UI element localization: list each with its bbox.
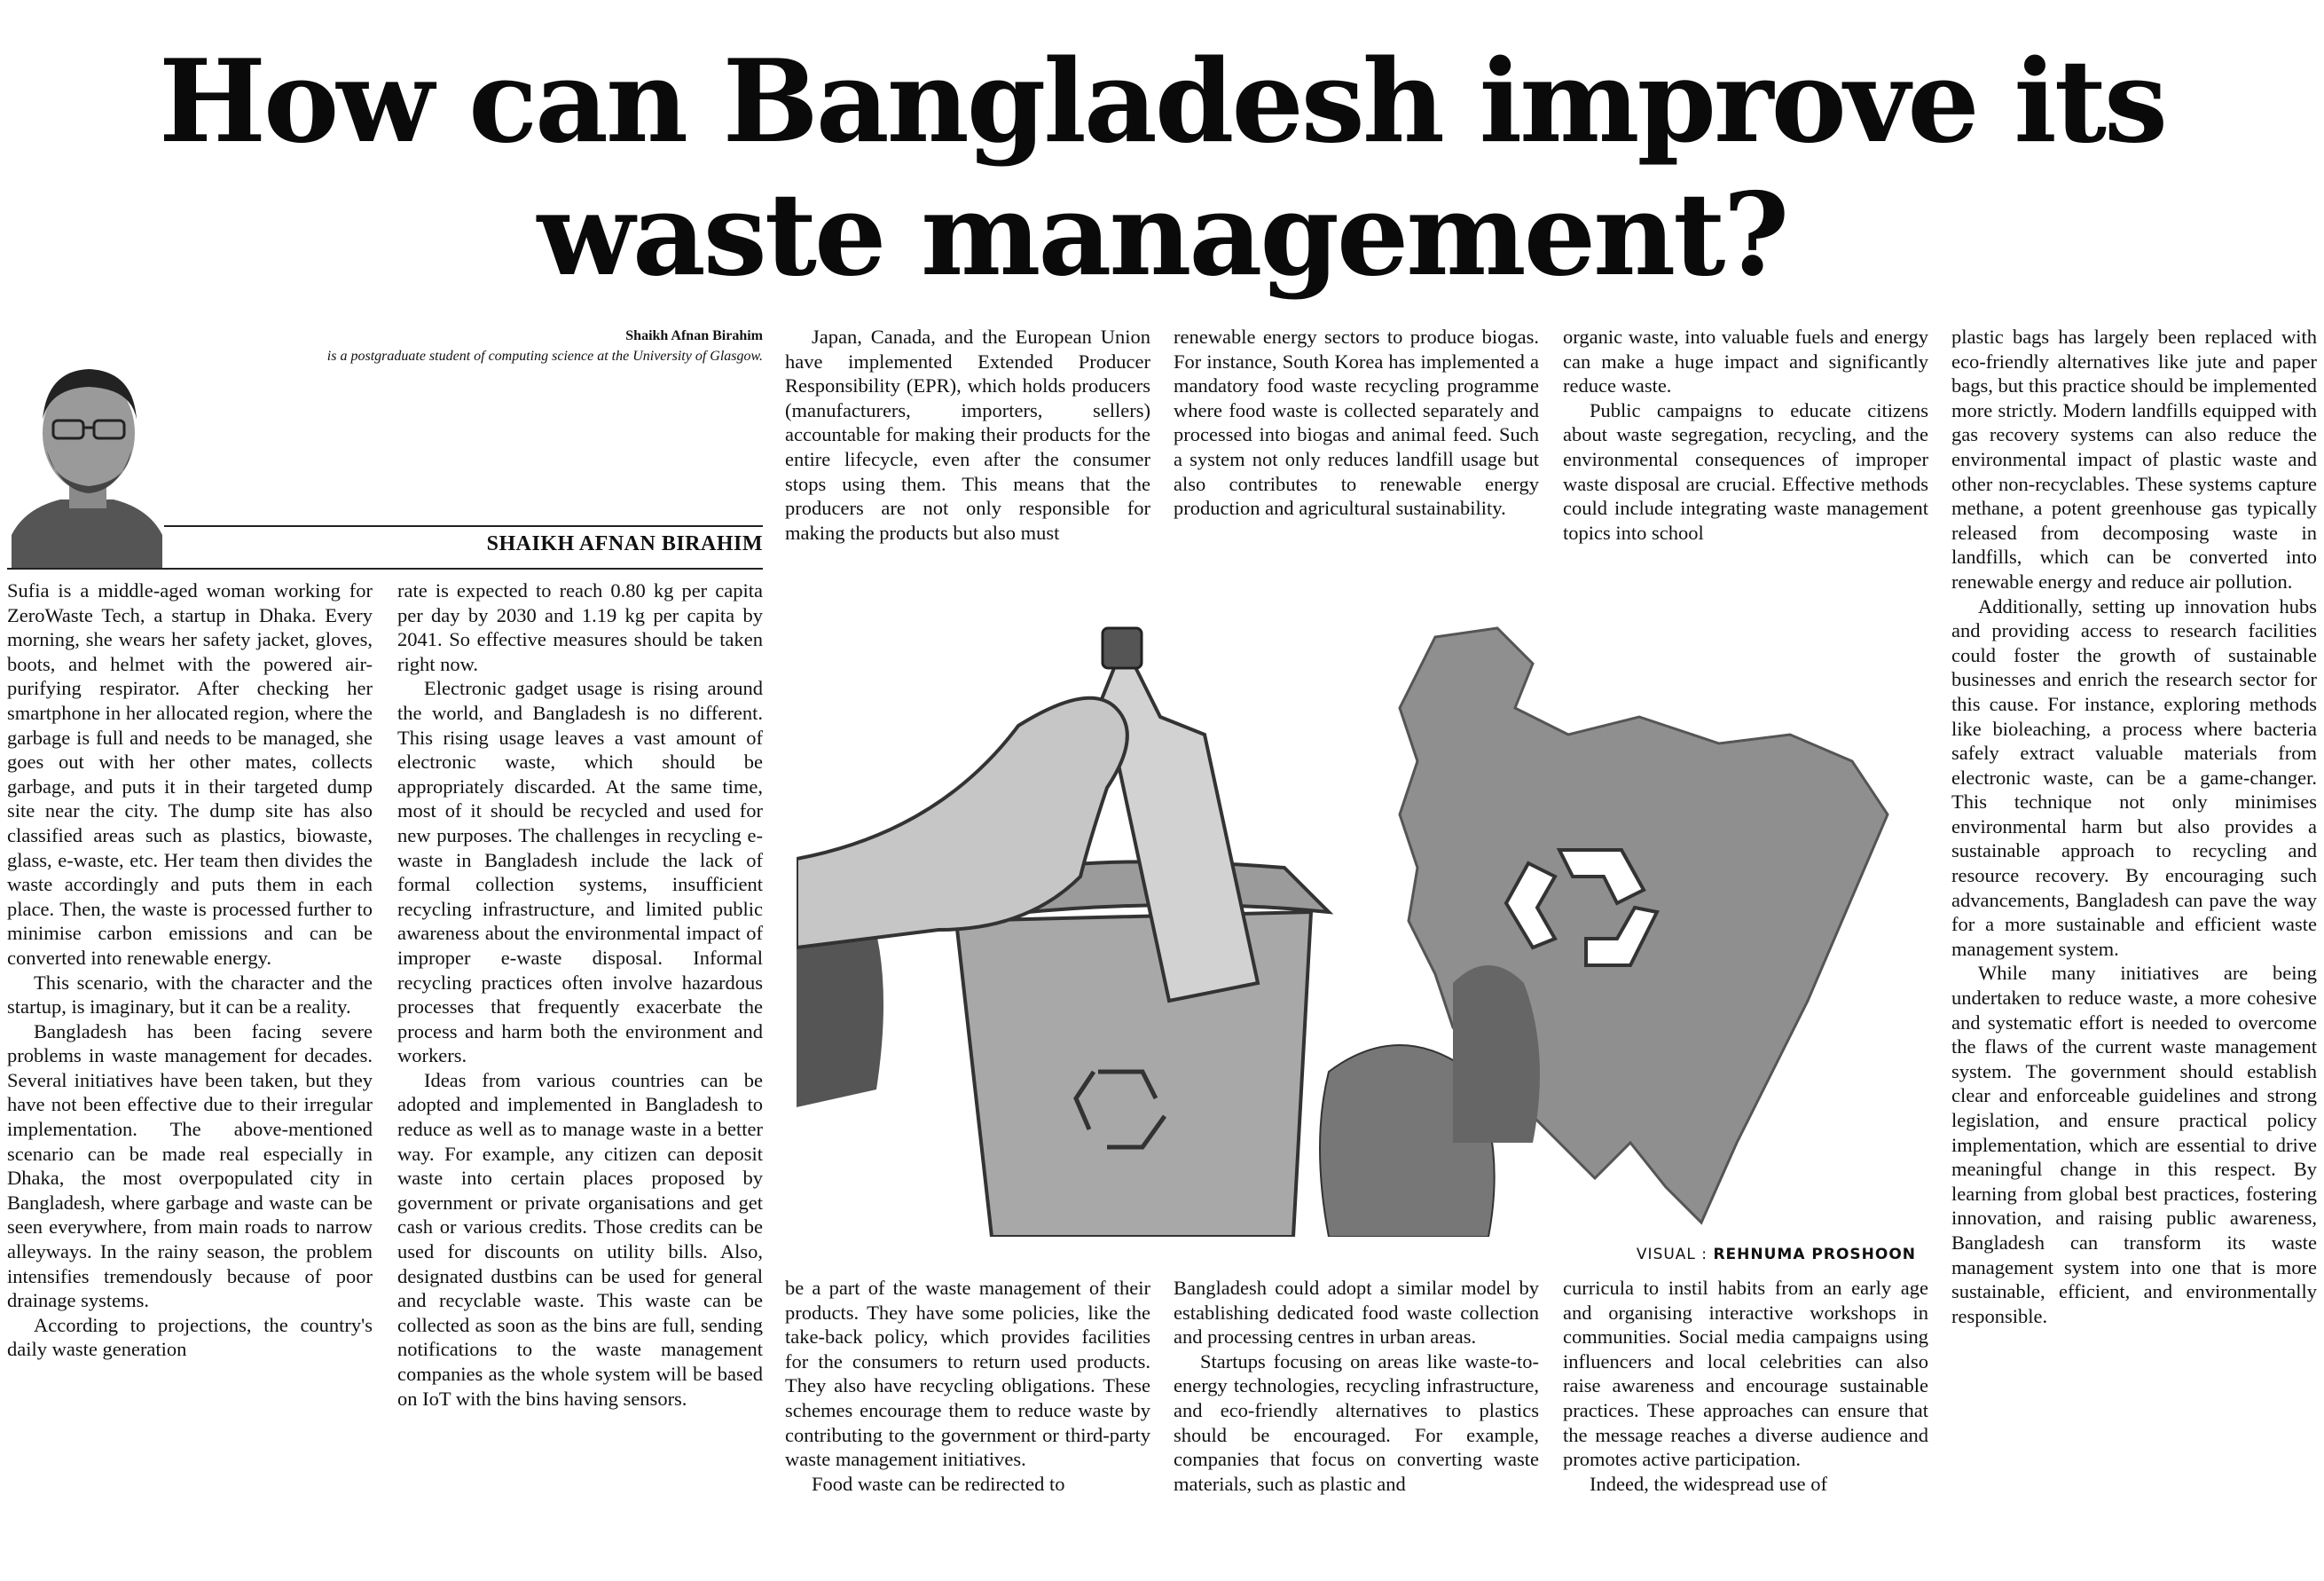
author-divider	[7, 568, 763, 570]
paragraph: Public campaigns to educate citizens about waste segregation, recycling, and the environmental consequences of improper waste disposal are crucial. Effective methods could include integrating waste management topics into school	[1563, 398, 1928, 544]
paragraph: While many initiatives are being undertaken to reduce waste, a more cohesive and systematic effort is needed to overcome the flaws of the current waste management system. The government should establish clear and enforceable guidelines and strong legislation, and ensure practical policy implementation, which are essential to drive meaningful change in this respect. By learning from global best practices, fostering innovation, and raising public awareness, Bangladesh can transform its waste management system into one that is more sustainable, efficient, and environmentally responsible.	[1951, 962, 2317, 1327]
column-6	[1951, 325, 2317, 1328]
author-rule	[164, 525, 763, 527]
paragraph: This scenario, with the character and the startup, is imaginary, but it can be a reality.	[7, 971, 373, 1019]
column-1	[7, 578, 373, 1362]
credit-label: VISUAL :	[1636, 1246, 1714, 1263]
paragraph: curricula to instil habits from an early age and organising interactive workshops in communities. Social media campaigns using influencers and local celebrities can also raise awareness and encourage sustainable practices. These approaches can ensure that the message reaches a diverse audience and promotes active participation.	[1563, 1277, 1928, 1471]
illustration-credit	[1597, 1246, 1916, 1263]
bottle-cap	[1103, 628, 1142, 668]
paragraph: renewable energy sectors to produce biogas. For instance, South Korea has implemented a mandatory food waste recycling programme where food waste is collected separately and processed into biogas and animal feed. Such a system not only reduces landfill usage but also contributes to renewable energy production and agricultural sustainability.	[1174, 326, 1539, 520]
paragraph: plastic bags has largely been replaced with eco-friendly alternatives like jute and paper bags, but this practice should be implemented more strictly. Modern landfills equipped with gas recovery systems can also reduce the environmental impact of plastic waste and other non-recyclables. These systems capture methane, a potent greenhouse gas typically released from decomposing waste in landfills, which can be converted into renewable energy and reduce air pollution.	[1951, 326, 2317, 593]
paragraph: rate is expected to reach 0.80 kg per capita per day by 2030 and 1.19 kg per capita by 2041. So effective measures should be taken right now.	[397, 579, 763, 675]
paragraph: Sufia is a middle-aged woman working for ZeroWaste Tech, a startup in Dhaka. Every morning, she wears her safety jacket, gloves, boots, and helmet with the powered air-purifying respirator. After checking her smartphone in her allocated region, where the garbage is full and needs to be managed, she goes out with her other mates, collects garbage, and puts it in their targeted dump site near the city. The dump site has also classified areas such as plastics, biowaste, glass, e-waste, etc. Her team then divides the waste accordingly and puts them in each place. Then, the waste is processed further to minimise carbon emissions and can be converted into renewable energy.	[7, 579, 373, 969]
byline-description: is a postgraduate student of computing science at the University of Glasgow.	[326, 349, 763, 364]
garbage-bag	[1453, 965, 1540, 1143]
illustration	[797, 610, 1920, 1237]
paragraph: Indeed, the widespread use of	[1590, 1472, 1828, 1495]
paragraph: Bangladesh has been facing severe problems in waste management for decades. Several initiatives have been taken, but they have not been effective due to their irregular implementation. The above-mentioned scenario can be made real especially in Dhaka, the most overpopulated city in Bangladesh, where garbage and waste can be seen everywhere, from main roads to narrow alleyways. In the rainy season, the problem intensifies tremendously because of poor drainage systems.	[7, 1019, 373, 1312]
bin-body	[956, 912, 1311, 1237]
paragraph: Additionally, setting up innovation hubs and providing access to research facilities could foster the growth of sustainable businesses and enrich the research sector for this cause. For instance, exploring methods like bioleaching, a process where bacteria safely extract valuable materials from electronic waste, can be a game-changer. This technique not only minimises environmental harm but also provides a sustainable approach to recycling and resource recovery. By encouraging such advancements, Bangladesh can pave the way for a more sustainable and efficient waste management system.	[1951, 594, 2317, 960]
paragraph: According to projections, the country's daily waste generation	[7, 1313, 373, 1361]
column-3-top	[785, 325, 1150, 545]
credit-name: REHNUMA PROSHOON	[1713, 1246, 1916, 1263]
headline-line-1: How can Bangladesh improve its	[159, 35, 2165, 169]
paragraph: Electronic gadget usage is rising around the world, and Bangladesh is no different. This rising usage leaves a vast amount of electronic waste, which should be appropriately discarded. At the same time, most of it should be recycled and used for new purposes. The challenges in recycling e-waste in Bangladesh include the lack of formal collection systems, insufficient recycling infrastructure, and limited public awareness about the environmental impact of improper e-waste disposal. Informal recycling practices often involve hazardous processes that frequently exacerbate the process and harm both the environment and workers.	[397, 677, 763, 1067]
paragraph: organic waste, into valuable fuels and energy can make a huge impact and significantly reduce waste.	[1563, 326, 1928, 397]
headline	[0, 35, 2324, 302]
paragraph: Japan, Canada, and the European Union have implemented Extended Producer Responsibility (EPR), which holds producers (manufacturers, importers, sellers) accountable for making their products for the entire lifecycle, even after the consumer stops using them. This means that the producers are not only responsible for making the products but also must	[785, 326, 1150, 544]
byline-name: Shaikh Afnan Birahim	[625, 328, 763, 343]
paragraph: Startups focusing on areas like waste-to-energy technologies, recycling infrastructure, and eco-friendly alternatives to plastics should be encouraged. For example, companies that focus on converting waste materials, such as plastic and	[1174, 1349, 1539, 1495]
column-3-bottom	[785, 1276, 1150, 1496]
paragraph: Bangladesh could adopt a similar model by establishing dedicated food waste collection and processing centres in urban areas.	[1174, 1277, 1539, 1349]
column-5-bottom	[1563, 1276, 1928, 1496]
column-2	[397, 578, 763, 1411]
column-4-top	[1174, 325, 1539, 521]
author-photo	[7, 335, 167, 568]
paragraph: Ideas from various countries can be adopted and implemented in Bangladesh to reduce as well as to manage waste in a better way. For example, any citizen can deposit waste into certain places proposed by government or private organisations and get cash or various credits. Those credits can be used for discounts on utility bills. Also, designated dustbins can be used for general and recyclable waste. This waste can be collected as soon as the bins are full, sending notifications to the waste management companies as the whole system will be based on IoT with the bins having sensors.	[397, 1068, 763, 1410]
paragraph: Food waste can be redirected to	[812, 1472, 1065, 1495]
paragraph: be a part of the waste management of their products. They have some policies, like the take-back policy, which provides facilities for the consumers to return used products. They also have recycling obligations. These schemes encourage them to reduce waste by contributing to the government or third-party waste management initiatives.	[785, 1277, 1150, 1471]
column-5-top	[1563, 325, 1928, 545]
column-4-bottom	[1174, 1276, 1539, 1496]
author-name: SHAIKH AFNAN BIRAHIM	[486, 532, 763, 555]
headline-line-2: waste management?	[537, 169, 1787, 302]
